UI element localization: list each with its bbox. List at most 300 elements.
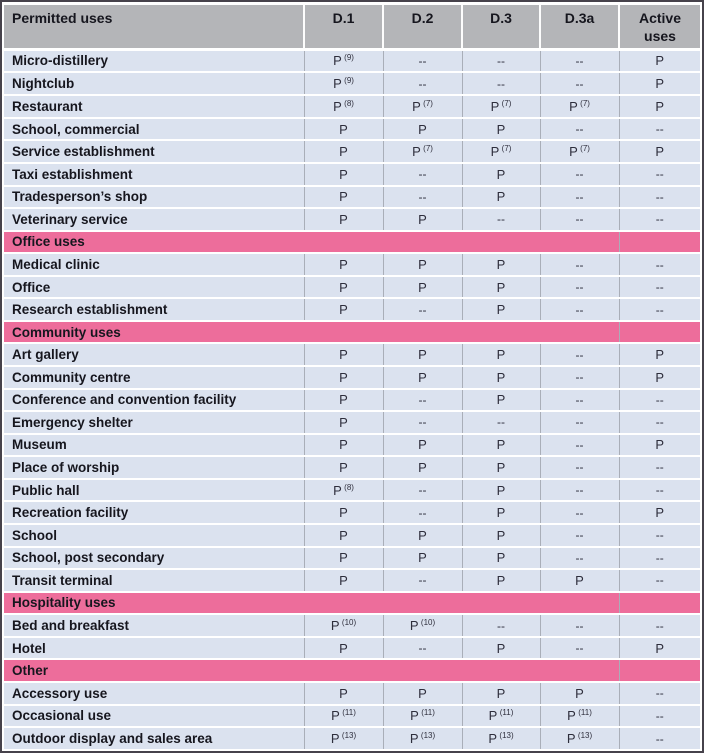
use-cell: -- <box>540 208 619 231</box>
permitted-value: P <box>569 99 578 114</box>
permitted-value: P <box>496 279 506 295</box>
permitted-value: P <box>496 459 506 475</box>
use-cell: -- <box>540 276 619 299</box>
table-row <box>4 276 700 299</box>
use-cell: -- <box>540 49 619 72</box>
table-header <box>4 5 700 49</box>
use-cell <box>304 366 383 389</box>
use-label: Service establishment <box>4 140 304 163</box>
footnote-reference: (7) <box>499 144 512 154</box>
permitted-value: P <box>330 731 340 747</box>
use-cell: -- <box>619 547 700 570</box>
permitted-uses-table <box>4 5 700 749</box>
use-cell <box>383 118 462 141</box>
permitted-value: P <box>569 144 578 160</box>
use-cell <box>304 727 383 749</box>
use-cell <box>304 95 383 118</box>
section-row <box>4 321 700 344</box>
use-label: Office <box>4 276 304 299</box>
section-row <box>4 659 700 682</box>
table-row <box>4 118 700 141</box>
use-cell <box>619 434 700 457</box>
use-cell: -- <box>619 253 700 276</box>
table-row <box>4 682 700 705</box>
table-row <box>4 298 700 321</box>
permitted-value: P <box>339 144 348 160</box>
permitted-value: P <box>339 189 348 205</box>
permitted-value: P <box>496 550 506 566</box>
use-cell <box>540 569 619 592</box>
permitted-value: P <box>331 708 340 724</box>
footnote-reference: (13) <box>339 731 357 741</box>
table-row <box>4 411 700 434</box>
permitted-value: P <box>418 685 427 701</box>
use-cell: -- <box>619 118 700 141</box>
header-row <box>4 5 700 49</box>
use-cell <box>462 389 540 412</box>
permitted-value: P <box>496 189 506 205</box>
use-cell <box>383 95 462 118</box>
use-label: Transit terminal <box>4 569 304 592</box>
use-cell <box>304 118 383 141</box>
permitted-value: P <box>655 144 665 160</box>
use-label: Research establishment <box>4 298 304 321</box>
permitted-value: P <box>566 731 576 747</box>
use-cell <box>540 95 619 118</box>
use-cell: -- <box>540 614 619 637</box>
use-cell: -- <box>619 298 700 321</box>
section-row <box>4 592 700 615</box>
use-cell: -- <box>462 49 540 72</box>
use-cell <box>304 501 383 524</box>
permitted-value: P <box>418 369 427 385</box>
use-cell: -- <box>540 456 619 479</box>
use-cell <box>462 253 540 276</box>
use-cell <box>304 614 383 637</box>
permitted-value: P <box>496 392 506 408</box>
use-cell: -- <box>619 186 700 209</box>
use-cell <box>462 501 540 524</box>
use-cell <box>462 186 540 209</box>
permitted-value: P <box>496 640 506 656</box>
table-row <box>4 637 700 660</box>
use-cell <box>462 479 540 502</box>
use-cell <box>462 524 540 547</box>
permitted-value: P <box>490 144 500 160</box>
use-label: Nightclub <box>4 72 304 95</box>
footnote-reference: (7) <box>577 144 590 154</box>
use-cell: -- <box>540 253 619 276</box>
use-cell: -- <box>462 208 540 231</box>
use-cell <box>304 253 383 276</box>
table-row <box>4 186 700 209</box>
use-cell <box>383 524 462 547</box>
use-cell: -- <box>619 276 700 299</box>
permitted-value: P <box>412 144 421 160</box>
use-cell: -- <box>383 49 462 72</box>
use-cell: -- <box>619 569 700 592</box>
use-cell: -- <box>540 389 619 412</box>
use-cell <box>462 343 540 366</box>
use-cell <box>304 49 383 72</box>
use-label: Hotel <box>4 637 304 660</box>
use-cell: -- <box>462 411 540 434</box>
table-row <box>4 524 700 547</box>
use-label: School, post secondary <box>4 547 304 570</box>
table-row <box>4 140 700 163</box>
use-cell <box>462 298 540 321</box>
use-cell <box>462 547 540 570</box>
use-cell <box>462 95 540 118</box>
table-row <box>4 727 700 749</box>
permitted-value: P <box>496 482 506 498</box>
permitted-value: P <box>496 572 506 588</box>
use-cell: -- <box>619 456 700 479</box>
use-cell <box>304 705 383 728</box>
use-cell: -- <box>540 72 619 95</box>
use-cell: -- <box>540 186 619 209</box>
permitted-value: P <box>418 211 427 227</box>
footnote-reference: (11) <box>576 708 592 718</box>
section-label: Office uses <box>4 231 619 254</box>
use-cell <box>304 163 383 186</box>
use-cell: -- <box>619 479 700 502</box>
permitted-value: P <box>496 121 506 137</box>
use-cell: -- <box>383 411 462 434</box>
use-cell <box>304 298 383 321</box>
use-cell <box>383 547 462 570</box>
permitted-value: P <box>575 572 584 588</box>
permitted-value: P <box>409 618 419 634</box>
use-cell <box>383 253 462 276</box>
use-label: Restaurant <box>4 95 304 118</box>
use-cell: -- <box>462 614 540 637</box>
use-cell <box>619 49 700 72</box>
footnote-reference: (10) <box>339 617 357 627</box>
table-row <box>4 434 700 457</box>
column-header-d3 <box>462 5 540 49</box>
permitted-value: P <box>339 572 348 588</box>
use-cell <box>540 727 619 749</box>
section-cell-active-uses <box>619 321 700 344</box>
use-cell: -- <box>383 501 462 524</box>
column-header-label: D.3a <box>564 10 595 26</box>
use-cell <box>462 366 540 389</box>
use-cell <box>462 727 540 749</box>
permitted-value: P <box>418 550 427 566</box>
use-cell: -- <box>540 366 619 389</box>
permitted-value: P <box>496 166 506 182</box>
use-cell: -- <box>619 727 700 749</box>
use-cell: -- <box>619 705 700 728</box>
permitted-value: P <box>339 166 348 182</box>
use-cell: -- <box>619 682 700 705</box>
permitted-value: P <box>655 505 665 521</box>
use-cell <box>462 682 540 705</box>
table-row <box>4 366 700 389</box>
use-cell <box>304 524 383 547</box>
use-label: Museum <box>4 434 304 457</box>
table-row <box>4 569 700 592</box>
permitted-value: P <box>339 640 348 656</box>
use-cell <box>304 389 383 412</box>
use-label: Emergency shelter <box>4 411 304 434</box>
use-cell: -- <box>540 501 619 524</box>
use-cell: -- <box>383 569 462 592</box>
permitted-value: P <box>418 437 427 453</box>
section-label: Other <box>4 659 619 682</box>
footnote-reference: (11) <box>497 708 514 718</box>
use-cell <box>619 140 700 163</box>
use-cell: -- <box>540 298 619 321</box>
use-label: Recreation facility <box>4 501 304 524</box>
use-label: Art gallery <box>4 343 304 366</box>
permitted-value: P <box>339 121 348 137</box>
footnote-reference: (7) <box>499 98 512 108</box>
use-label: Medical clinic <box>4 253 304 276</box>
use-cell <box>540 682 619 705</box>
use-label: Veterinary service <box>4 208 304 231</box>
permitted-value: P <box>339 550 348 566</box>
use-label: School <box>4 524 304 547</box>
permitted-value: P <box>339 302 348 318</box>
permitted-value: P <box>655 98 665 114</box>
use-cell: -- <box>540 637 619 660</box>
use-label: Micro-distillery <box>4 49 304 72</box>
permitted-value: P <box>333 53 342 69</box>
use-cell <box>619 72 700 95</box>
permitted-value: P <box>339 459 348 475</box>
use-cell <box>619 95 700 118</box>
footnote-reference: (8) <box>341 482 354 492</box>
use-cell <box>304 140 383 163</box>
use-cell <box>383 705 462 728</box>
permitted-value: P <box>418 527 427 543</box>
use-label: Occasional use <box>4 705 304 728</box>
permitted-value: P <box>418 347 427 363</box>
permitted-value: P <box>412 99 421 114</box>
use-cell: -- <box>383 479 462 502</box>
use-cell: -- <box>540 411 619 434</box>
use-cell <box>462 434 540 457</box>
column-header-d3a <box>540 5 619 49</box>
use-label: School, commercial <box>4 118 304 141</box>
footnote-reference: (9) <box>341 53 354 63</box>
section-label: Community uses <box>4 321 619 344</box>
use-cell <box>383 366 462 389</box>
use-cell: -- <box>540 163 619 186</box>
table-row <box>4 49 700 72</box>
table-row <box>4 253 700 276</box>
use-cell: -- <box>540 524 619 547</box>
table-row <box>4 389 700 412</box>
permitted-value: P <box>655 76 665 92</box>
column-header-label: Active uses <box>638 10 682 44</box>
use-label: Tradesperson’s shop <box>4 186 304 209</box>
use-cell: -- <box>540 547 619 570</box>
use-cell: -- <box>540 434 619 457</box>
permitted-value: P <box>575 685 584 701</box>
use-cell: -- <box>619 208 700 231</box>
use-cell <box>383 140 462 163</box>
use-cell <box>462 569 540 592</box>
use-cell: -- <box>462 72 540 95</box>
use-cell <box>304 434 383 457</box>
use-cell: -- <box>383 298 462 321</box>
use-cell <box>304 569 383 592</box>
table-row <box>4 479 700 502</box>
use-cell <box>304 411 383 434</box>
use-cell <box>383 614 462 637</box>
use-cell: -- <box>619 614 700 637</box>
permitted-value: P <box>418 257 427 273</box>
permitted-value: P <box>339 505 348 521</box>
use-label: Taxi establishment <box>4 163 304 186</box>
permitted-value: P <box>339 257 348 273</box>
use-label: Community centre <box>4 366 304 389</box>
table-row <box>4 95 700 118</box>
table-body <box>4 49 700 749</box>
use-cell: -- <box>619 163 700 186</box>
use-cell: -- <box>540 479 619 502</box>
table-row <box>4 705 700 728</box>
permitted-value: P <box>339 414 348 430</box>
use-label: Bed and breakfast <box>4 614 304 637</box>
use-cell: -- <box>540 118 619 141</box>
use-cell <box>383 434 462 457</box>
permitted-value: P <box>496 347 506 363</box>
permitted-value: P <box>333 99 342 114</box>
footnote-reference: (11) <box>340 708 356 718</box>
use-cell <box>619 366 700 389</box>
use-cell <box>383 727 462 749</box>
use-label: Conference and convention facility <box>4 389 304 412</box>
use-cell: -- <box>619 389 700 412</box>
use-cell <box>462 637 540 660</box>
footnote-reference: (13) <box>497 731 514 741</box>
table-row <box>4 501 700 524</box>
column-header-active-uses <box>619 5 700 49</box>
use-label: Accessory use <box>4 682 304 705</box>
permitted-value: P <box>655 640 665 656</box>
permitted-value: P <box>488 731 498 747</box>
table-row <box>4 72 700 95</box>
permitted-value: P <box>655 53 665 69</box>
use-cell <box>304 208 383 231</box>
use-cell <box>383 343 462 366</box>
use-cell: -- <box>619 524 700 547</box>
use-cell <box>619 637 700 660</box>
footnote-reference: (8) <box>341 98 354 108</box>
permitted-value: P <box>339 685 348 701</box>
permitted-value: P <box>339 437 348 453</box>
column-header-label: Permitted uses <box>12 10 113 26</box>
use-cell <box>619 501 700 524</box>
footnote-reference: (7) <box>420 144 433 154</box>
permitted-value: P <box>409 731 419 747</box>
use-cell <box>304 72 383 95</box>
use-cell <box>462 705 540 728</box>
use-cell <box>462 276 540 299</box>
use-cell <box>462 456 540 479</box>
permitted-value: P <box>339 392 348 408</box>
section-cell-active-uses <box>619 659 700 682</box>
column-header-label: D.2 <box>411 10 434 26</box>
use-label: Public hall <box>4 479 304 502</box>
footnote-reference: (7) <box>420 98 433 108</box>
table-row <box>4 163 700 186</box>
use-label: Outdoor display and sales area <box>4 727 304 749</box>
permitted-value: P <box>496 527 506 543</box>
permitted-value: P <box>418 459 427 475</box>
section-row <box>4 231 700 254</box>
use-cell <box>540 140 619 163</box>
use-cell <box>304 456 383 479</box>
use-cell <box>304 276 383 299</box>
use-cell <box>540 705 619 728</box>
use-cell: -- <box>619 411 700 434</box>
permitted-value: P <box>418 279 427 295</box>
permitted-value: P <box>655 347 665 363</box>
footnote-reference: (11) <box>419 708 435 718</box>
use-cell <box>383 276 462 299</box>
permitted-value: P <box>339 211 348 227</box>
table-row <box>4 547 700 570</box>
table-row <box>4 456 700 479</box>
permitted-value: P <box>490 99 500 114</box>
table-row <box>4 208 700 231</box>
permitted-value: P <box>339 279 348 295</box>
permitted-value: P <box>333 76 342 92</box>
use-cell <box>383 682 462 705</box>
permitted-value: P <box>496 685 506 701</box>
use-cell <box>383 456 462 479</box>
permitted-value: P <box>488 708 498 724</box>
section-label: Hospitality uses <box>4 592 619 615</box>
use-cell <box>462 118 540 141</box>
use-cell <box>619 343 700 366</box>
use-cell: -- <box>383 186 462 209</box>
column-header-label: D.3 <box>490 10 512 26</box>
use-cell: -- <box>383 637 462 660</box>
footnote-reference: (13) <box>575 731 593 741</box>
permitted-value: P <box>339 527 348 543</box>
permitted-value: P <box>496 302 506 318</box>
permitted-value: P <box>496 369 506 385</box>
use-cell <box>462 140 540 163</box>
permitted-value: P <box>418 121 427 137</box>
footnote-reference: (9) <box>341 76 354 86</box>
use-cell <box>304 637 383 660</box>
permitted-value: P <box>496 505 506 521</box>
permitted-value: P <box>339 369 348 385</box>
use-cell: -- <box>540 343 619 366</box>
table-row <box>4 614 700 637</box>
permitted-value: P <box>410 708 419 724</box>
footnote-reference: (10) <box>418 617 436 627</box>
column-header-d1 <box>304 5 383 49</box>
use-cell: -- <box>383 163 462 186</box>
use-label: Place of worship <box>4 456 304 479</box>
column-header-label: D.1 <box>332 10 355 26</box>
permitted-value: P <box>567 708 576 724</box>
permitted-value: P <box>330 618 340 634</box>
footnote-reference: (13) <box>418 731 436 741</box>
use-cell <box>304 547 383 570</box>
permitted-value: P <box>655 369 665 385</box>
permitted-value: P <box>496 257 506 273</box>
footnote-reference: (7) <box>577 98 590 108</box>
